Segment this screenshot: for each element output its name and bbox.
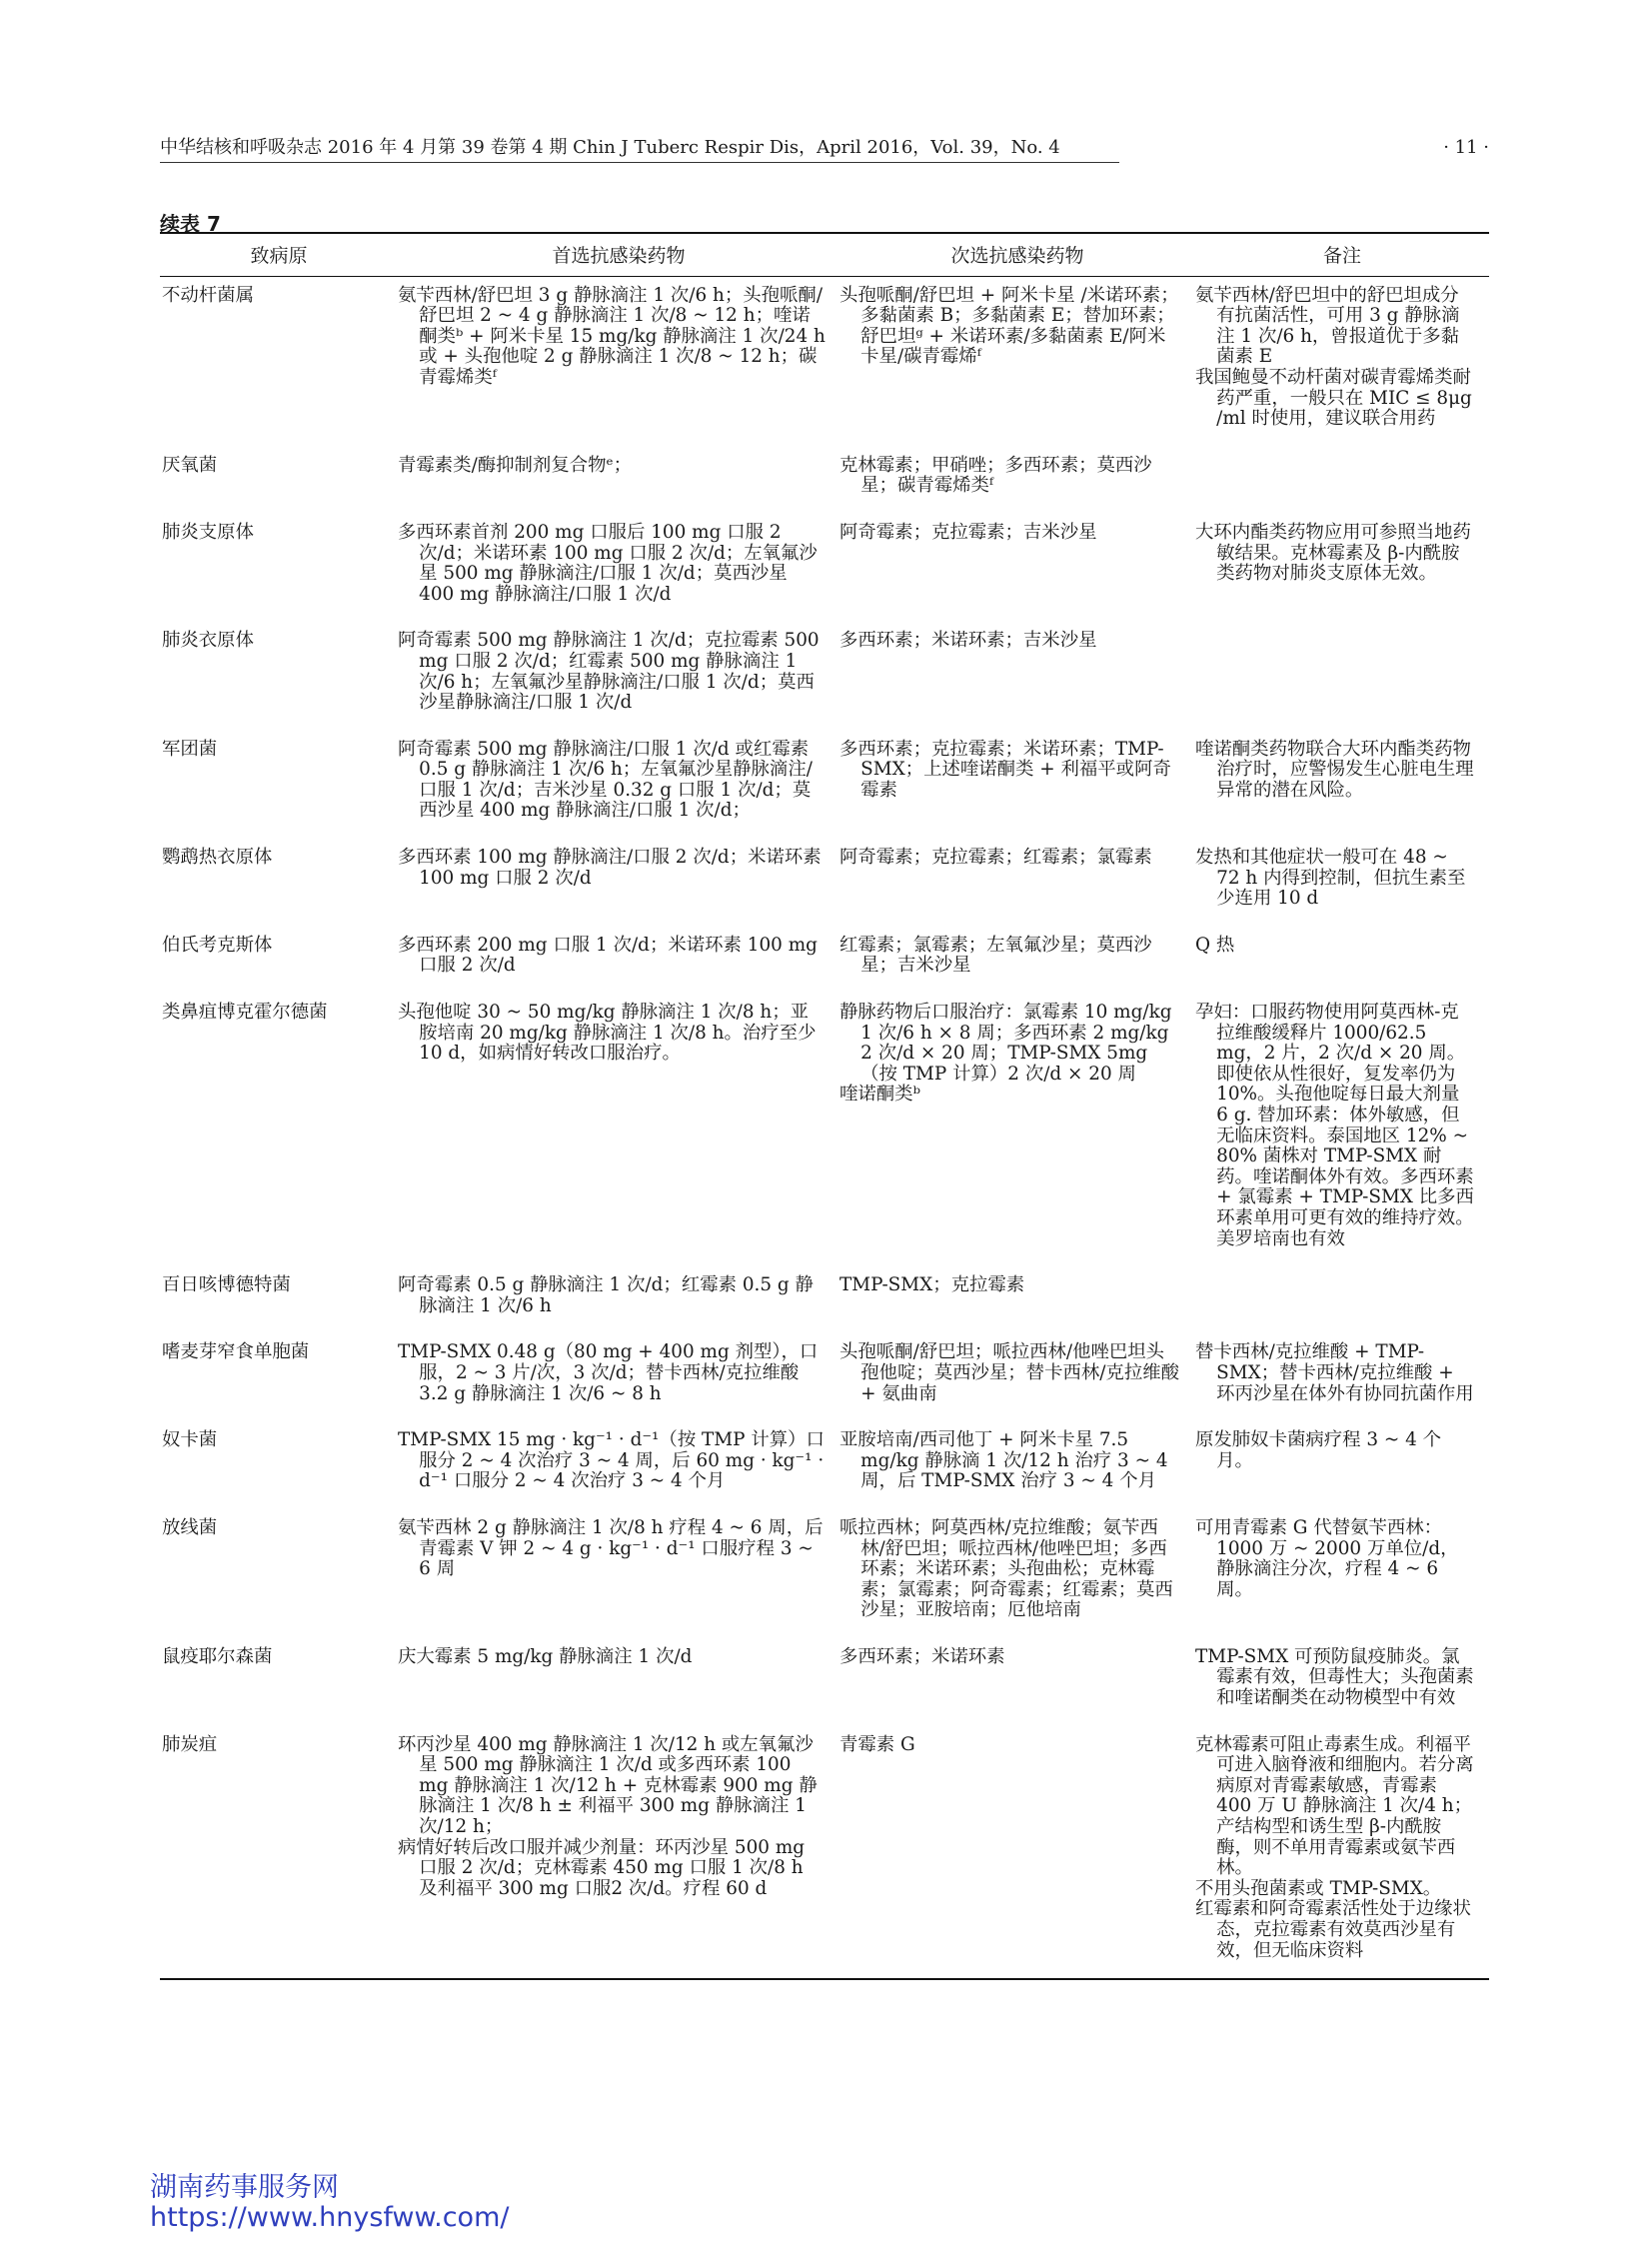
cell-paragraph: Q 热 [1195,934,1235,956]
cell-second-line [839,731,1195,839]
cell-first-line [398,1266,839,1333]
cell-pathogen: 军团菌 [162,738,218,760]
cell-remarks [1195,1638,1489,1726]
cell-paragraph: 哌拉西林；阿莫西林/克拉维酸；氨苄西林/舒巴坦；哌拉西林/他唑巴坦；多西环素；米诺环素；头孢曲松；克林霉素；氯霉素；阿奇霉素；红霉素；莫西沙星；亚胺培南；厄他培南 [839,1516,1173,1621]
table-row [160,1266,1489,1333]
cell-paragraph: 喹诺酮类药物联合大环内酯类药物治疗时，应警惕发生心脏电生理异常的潜在风险。 [1195,738,1474,801]
cell-pathogen: 鼠疫耶尔森菌 [162,1645,273,1667]
cell-remarks [1195,1421,1489,1509]
page-number: · 11 · [1443,137,1489,158]
cell-paragraph: 氨苄西林/舒巴坦 3 g 静脉滴注 1 次/6 h；头孢哌酮/舒巴坦 2 ~ 4 g 静脉滴注 1 次/8 ~ 12 h；喹诺酮类ᵇ + 阿米卡星 15 mg/kg 静脉滴注 1 次/24 h 或 + 头孢他啶 2 g 静脉滴注 1 次/8 ~ 12 h；碳青霉烯类ᶠ [398,284,826,388]
cell-remarks [1195,927,1489,994]
cell-first-line [398,447,839,514]
watermark-site-name: 湖南药事服务网 [150,2172,339,2203]
cell-paragraph: 头孢哌酮/舒巴坦 + 阿米卡星 /米诺环素；多黏菌素 B；多黏菌素 E；替加环素；舒巴坦ᵍ + 米诺环素/多黏菌素 E/阿米卡星/碳青霉烯ᶠ [839,284,1179,368]
drug-table-container [160,232,1489,1980]
cell-pathogen: 肺炭疽 [160,1726,398,1980]
table-row [160,731,1489,839]
cell-first-line [398,1421,839,1509]
table-body [160,276,1489,1979]
table-row [160,622,1489,730]
cell-paragraph: 阿奇霉素；克拉霉素；吉米沙星 [839,521,1097,543]
cell-paragraph: TMP-SMX 15 mg · kg⁻¹ · d⁻¹（按 TMP 计算）口服分 2 ~ 4 次治疗 3 ~ 4 周，后 60 mg · kg⁻¹ · d⁻¹ 口服分 2 ~ 4 次治疗 3 ~ 4 个月 [398,1429,825,1492]
table-row [160,994,1489,1266]
cell-second-line [839,1333,1195,1421]
cell-remarks [1195,994,1489,1266]
cell-pathogen: 类鼻疽博克霍尔德菌 [162,1002,328,1024]
cell-pathogen: 肺炎衣原体 [162,630,254,652]
cell-pathogen: 鹦鹉热衣原体 [162,847,273,869]
table-row [160,1421,1489,1509]
cell-paragraph: 亚胺培南/西司他丁 + 阿米卡星 7.5 mg/kg 静脉滴 1 次/12 h 治疗 3 ~ 4 周，后 TMP-SMX 治疗 3 ~ 4 个月 [839,1429,1168,1492]
table-row [160,514,1489,622]
cell-paragraph: 庆大霉素 5 mg/kg 静脉滴注 1 次/d [398,1645,693,1667]
cell-first-line [398,1333,839,1421]
table-row [160,1509,1489,1638]
table-header-row [160,233,1489,276]
cell-paragraph: 多西环素 200 mg 口服 1 次/d；米诺环素 100 mg 口服 2 次/d [398,934,818,977]
cell-paragraph: TMP-SMX 可预防鼠疫肺炎。氯霉素有效，但毒性大；头孢菌素和喹诺酮类在动物模型中有效 [1195,1645,1474,1709]
cell-second-line [839,1421,1195,1509]
cell-paragraph: 阿奇霉素 500 mg 静脉滴注 1 次/d；克拉霉素 500 mg 口服 2 次/d；红霉素 500 mg 静脉滴注 1 次/6 h；左氧氟沙星静脉滴注/口服 1 次/d；莫西沙星静脉滴注/口服 1 次/d [398,630,820,714]
cell-second-line [839,927,1195,994]
cell-pathogen: 放线菌 [162,1516,218,1538]
cell-paragraph: 阿奇霉素 500 mg 静脉滴注/口服 1 次/d 或红霉素 0.5 g 静脉滴注 1 次/6 h；左氧氟沙星静脉滴注/口服 1 次/d；吉米沙星 0.32 g 口服 1 次/d；莫西沙星 400 mg 静脉滴注/口服 1 次/d； [398,738,813,822]
cell-remarks [1195,514,1489,622]
cell-paragraph: 多西环素 100 mg 静脉滴注/口服 2 次/d；米诺环素 100 mg 口服 2 次/d [398,847,822,889]
column-header-remarks: 备注 [1195,233,1489,276]
table-row [160,927,1489,994]
cell-paragraph: 大环内酯类药物应用可参照当地药敏结果。克林霉素及 β-内酰胺类药物对肺炎支原体无效。 [1195,521,1471,585]
table-row [160,1638,1489,1726]
cell-paragraph: 头孢他啶 30 ~ 50 mg/kg 静脉滴注 1 次/8 h；亚胺培南 20 mg/kg 静脉滴注 1 次/8 h。治疗至少 10 d，如病情好转改口服治疗。 [398,1002,817,1065]
cell-paragraph: 静脉药物后口服治疗：氯霉素 10 mg/kg 1 次/6 h × 8 周；多西环素 2 mg/kg 2 次/d × 20 周；TMP-SMX 5mg（按 TMP 计算）2 次/d × 20 周 [839,1002,1172,1085]
cell-paragraph: 病情好转后改口服并减少剂量：环丙沙星 500 mg 口服 2 次/d；克林霉素 450 mg 口服 1 次/8 h 及利福平 300 mg 口服2 次/d。疗程 60 d [398,1836,806,1899]
cell-second-line [839,622,1195,730]
cell-paragraph: 多西环素；米诺环素；吉米沙星 [839,630,1097,652]
cell-remarks [1195,731,1489,839]
cell-paragraph: 发热和其他症状一般可在 48 ~ 72 h 内得到控制，但抗生素至少连用 10 d [1195,847,1466,910]
cell-paragraph: 孕妇：口服药物使用阿莫西林-克拉维酸缓释片 1000/62.5 mg，2 片，2 次/d × 20 周。即使依从性很好，复发率仍为 10%。头孢他啶每日最大剂量 6 g. 替加环素：体外敏感，但无临床资料。泰国地区 12% ~ 80% 菌株对 TMP-SMX 耐药。喹诺酮体外有效。多西环素 + 氯霉素 + TMP-SMX 比多西环素单用可更有效的维持疗效。美罗培南也有效 [1195,1002,1474,1249]
cell-paragraph: 红霉素和阿奇霉素活性处于边缘状态，克拉霉素有效莫西沙星有效，但无临床资料 [1195,1898,1471,1961]
cell-second-line [839,1266,1195,1333]
cell-paragraph: 阿奇霉素；克拉霉素；红霉素；氯霉素 [839,847,1152,869]
cell-paragraph: 不用头孢菌素或 TMP-SMX。 [1195,1877,1442,1899]
table-row [160,1333,1489,1421]
cell-remarks [1195,839,1489,927]
cell-pathogen: 不动杆菌属 [162,284,254,306]
watermark-url[interactable]: https://www.hnysfww.com/ [150,2202,510,2233]
cell-paragraph: 环丙沙星 400 mg 静脉滴注 1 次/12 h 或左氧氟沙星 500 mg 静脉滴注 1 次/d 或多西环素 100 mg 静脉滴注 1 次/12 h + 克林霉素 900 mg 静脉滴注 1 次/8 h ± 利福平 300 mg 静脉滴注 1 次/12 h； [398,1733,818,1838]
table-row [160,447,1489,514]
cell-remarks [1195,1333,1489,1421]
cell-paragraph: 阿奇霉素 0.5 g 静脉滴注 1 次/d；红霉素 0.5 g 静脉滴注 1 次/6 h [398,1274,814,1316]
cell-remarks [1195,1726,1489,1980]
cell-first-line [398,994,839,1266]
cell-second-line [839,839,1195,927]
table-header [160,233,1489,276]
cell-paragraph: 多西环素首剂 200 mg 口服后 100 mg 口服 2 次/d；米诺环素 100 mg 口服 2 次/d；左氧氟沙星 500 mg 静脉滴注/口服 1 次/d；莫西沙星 400 mg 静脉滴注/口服 1 次/d [398,521,818,605]
table-row [160,1726,1489,1980]
cell-first-line [398,622,839,730]
cell-second-line [839,1509,1195,1638]
cell-first-line [398,731,839,839]
watermark [150,2173,509,2233]
cell-remarks [1195,622,1489,730]
cell-first-line [398,927,839,994]
cell-first-line [398,1638,839,1726]
cell-second-line [839,276,1195,447]
column-header-second-line: 次选抗感染药物 [839,233,1195,276]
cell-first-line [398,276,839,447]
journal-citation: 中华结核和呼吸杂志 2016 年 4 月第 39 卷第 4 期 Chin J Tuberc Respir Dis，April 2016，Vol. 39，No. 4 [160,137,1060,158]
cell-paragraph: TMP-SMX；克拉霉素 [839,1274,1025,1296]
cell-second-line [839,1638,1195,1726]
cell-second-line [839,514,1195,622]
cell-first-line [398,1726,839,1980]
cell-paragraph: 青霉素 G [839,1733,915,1755]
cell-paragraph: 原发肺奴卡菌病疗程 3 ~ 4 个月。 [1195,1429,1442,1471]
cell-paragraph: 克林霉素；甲硝唑；多西环素；莫西沙星；碳青霉烯类ᶠ [839,454,1152,497]
cell-pathogen: 伯氏考克斯体 [162,934,273,956]
table-row [160,276,1489,447]
table-row [160,839,1489,927]
cell-pathogen: 奴卡菌 [162,1429,218,1451]
cell-first-line [398,1509,839,1638]
cell-remarks [1195,1266,1489,1333]
cell-paragraph: 多西环素；米诺环素 [839,1645,1005,1667]
cell-paragraph: 我国鲍曼不动杆菌对碳青霉烯类耐药严重，一般只在 MIC ≤ 8μg /ml 时使用，建议联合用药 [1195,366,1472,430]
cell-pathogen: 厌氧菌 [162,454,218,476]
cell-paragraph: 氨苄西林/舒巴坦中的舒巴坦成分有抗菌活性，可用 3 g 静脉滴注 1 次/6 h，曾报道优于多黏菌素 E [1195,284,1460,368]
cell-pathogen: 嗜麦芽窄食单胞菌 [162,1341,310,1363]
table-caption: 续表 7 [160,212,221,236]
column-header-first-line: 首选抗感染药物 [398,233,839,276]
cell-second-line [839,1726,1195,1980]
cell-paragraph: 替卡西林/克拉维酸 + TMP-SMX；替卡西林/克拉维酸 + 环丙沙星在体外有协同抗菌作用 [1195,1341,1474,1404]
cell-second-line [839,447,1195,514]
cell-paragraph: 可用青霉素 G 代替氨苄西林：1000 万 ~ 2000 万单位/d，静脉滴注分次，疗程 4 ~ 6 周。 [1195,1516,1459,1600]
cell-paragraph: 头孢哌酮/舒巴坦；哌拉西林/他唑巴坦头孢他啶；莫西沙星；替卡西林/克拉维酸 + 氨曲南 [839,1341,1179,1404]
cell-pathogen: 肺炎支原体 [162,521,254,543]
cell-remarks [1195,447,1489,514]
column-header-pathogen: 致病原 [160,233,398,276]
cell-remarks [1195,276,1489,447]
cell-paragraph: TMP-SMX 0.48 g（80 mg + 400 mg 剂型），口服，2 ~ 3 片/次，3 次/d；替卡西林/克拉维酸 3.2 g 静脉滴注 1 次/6 ~ 8 h [398,1341,819,1404]
cell-paragraph: 喹诺酮类ᵇ [839,1084,920,1106]
header-rule [160,162,1119,163]
cell-paragraph: 青霉素类/酶抑制剂复合物ᵉ； [398,454,633,476]
cell-pathogen: 百日咳博德特菌 [162,1274,291,1296]
cell-paragraph: 红霉素；氯霉素；左氧氟沙星；莫西沙星；吉米沙星 [839,934,1152,977]
cell-remarks [1195,1509,1489,1638]
drug-table [160,232,1489,1980]
cell-paragraph: 氨苄西林 2 g 静脉滴注 1 次/8 h 疗程 4 ~ 6 周，后青霉素 V 钾 2 ~ 4 g · kg⁻¹ · d⁻¹ 口服疗程 3 ~ 6 周 [398,1516,824,1580]
cell-second-line [839,994,1195,1266]
cell-paragraph: 克林霉素可阻止毒素生成。利福平可进入脑脊液和细胞内。若分离病原对青霉素敏感，青霉素 400 万 U 静脉滴注 1 次/4 h；产结构型和诱生型 β-内酰胺酶，则不单用青霉素或氨苄西林。 [1195,1733,1474,1879]
cell-first-line [398,514,839,622]
cell-first-line [398,839,839,927]
cell-paragraph: 多西环素；克拉霉素；米诺环素；TMP-SMX；上述喹诺酮类 + 利福平或阿奇霉素 [839,738,1171,801]
